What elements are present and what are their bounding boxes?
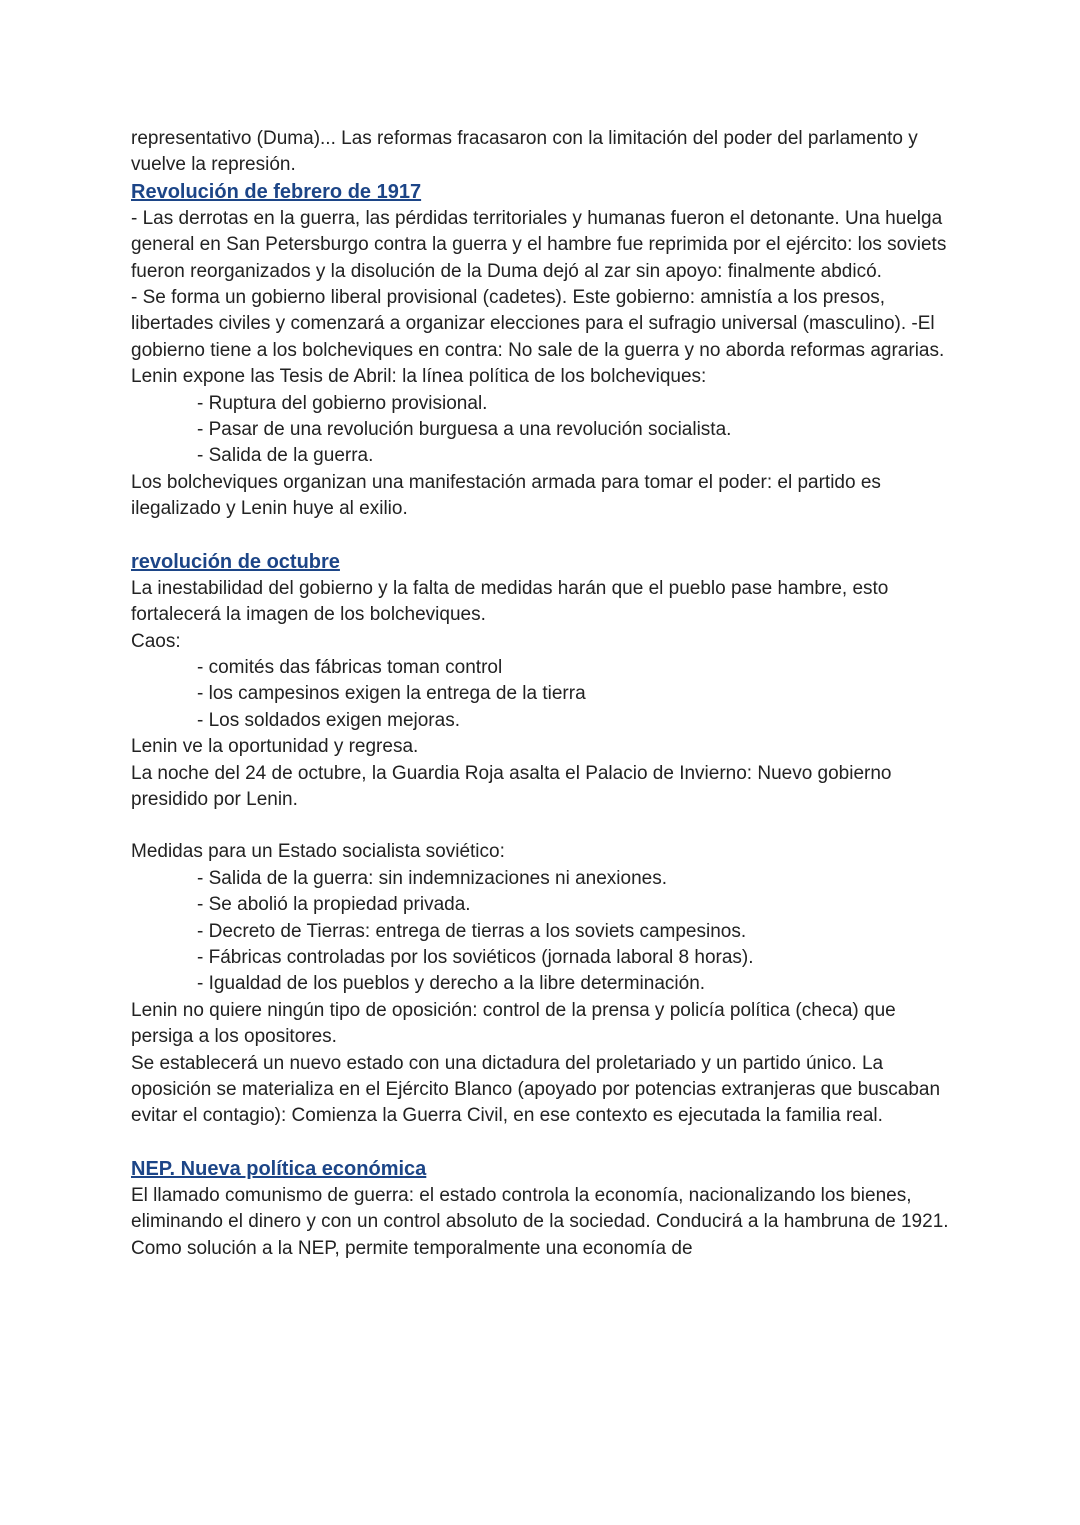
document-page [131,126,951,1262]
spacer [131,523,951,549]
paragraph-febrero-3: Lenin expone las Tesis de Abril: la línea política de los bolcheviques: [131,366,707,388]
list-item: - Igualdad de los pueblos y derecho a la libre determinación. [197,973,706,995]
list-item: - comités das fábricas toman control [197,656,503,678]
paragraph-febrero-1: - Las derrotas en la guerra, las pérdidas territoriales y humanas fueron el detonante. Una huelga general en San Petersburgo contra la guerra y el hambre fue reprimida por el ejército: los soviets fueron reorganizados y la disolución de la Duma dejó al zar sin apoyo: finalmente abdicó. [131,207,947,282]
heading-nep: NEP. Nueva política económica [131,1157,427,1180]
list-item: - Se abolió la propiedad privada. [197,894,471,916]
spacer [131,813,951,839]
list-item: - Salida de la guerra. [197,445,374,467]
paragraph-octubre-5: Medidas para un Estado socialista soviético: [131,841,505,863]
paragraph-octubre-4: La noche del 24 de octubre, la Guardia Roja asalta el Palacio de Invierno: Nuevo gobierno presidido por Lenin. [131,762,892,810]
paragraph-octubre-7: Se establecerá un nuevo estado con una dictadura del proletariado y un partido único. La oposición se materializa en el Ejército Blanco (apoyado por potencias extranjeras que buscaban evitar el contagio): Comienza la Guerra Civil, en ese contexto es ejecutada la familia real. [131,1052,941,1127]
paragraph-octubre-2: Caos: [131,630,181,652]
list-item: - los campesinos exigen la entrega de la tierra [197,683,586,705]
heading-revolucion-octubre: revolución de octubre [131,550,340,573]
paragraph-octubre-3: Lenin ve la oportunidad y regresa. [131,736,419,758]
paragraph-octubre-6: Lenin no quiere ningún tipo de oposición: control de la prensa y policía política (checa) que persiga a los opositores. [131,999,896,1048]
list-item: - Los soldados exigen mejoras. [197,709,460,731]
list-item: - Fábricas controladas por los soviéticos (jornada laboral 8 horas). [197,946,754,968]
paragraph-febrero-4: Los bolcheviques organizan una manifestación armada para tomar el poder: el partido es ilegalizado y Lenin huye al exilio. [131,471,881,520]
list-item: - Decreto de Tierras: entrega de tierras a los soviets campesinos. [197,920,747,942]
spacer [131,1130,951,1156]
medidas-list [131,866,951,998]
intro-paragraph: representativo (Duma)... Las reformas fracasaron con la limitación del poder del parlamento y vuelve la represión. [131,128,918,176]
list-item: - Pasar de una revolución burguesa a una revolución socialista. [197,419,732,441]
paragraph-nep-1: El llamado comunismo de guerra: el estado controla la economía, nacionalizando los bienes, eliminando el dinero y con un control absoluto de la sociedad. Conducirá a la hambruna de 1921. Como solución a la NEP, permite temporalmente una economía de [131,1184,949,1259]
tesis-abril-list [131,391,951,470]
paragraph-octubre-1: La inestabilidad del gobierno y la falta de medidas harán que el pueblo pase hambre, esto fortalecerá la imagen de los bolcheviques. [131,577,889,626]
paragraph-febrero-2: - Se forma un gobierno liberal provisional (cadetes). Este gobierno: amnistía a los presos, libertades civiles y comenzará a organizar elecciones para el sufragio universal (masculino). -El gobierno tiene a los bolcheviques en contra: No sale de la guerra y no aborda reformas agrarias. [131,287,945,361]
list-item: - Salida de la guerra: sin indemnizaciones ni anexiones. [197,867,667,889]
caos-list [131,655,951,734]
list-item: - Ruptura del gobierno provisional. [197,392,488,414]
heading-revolucion-febrero: Revolución de febrero de 1917 [131,180,422,203]
